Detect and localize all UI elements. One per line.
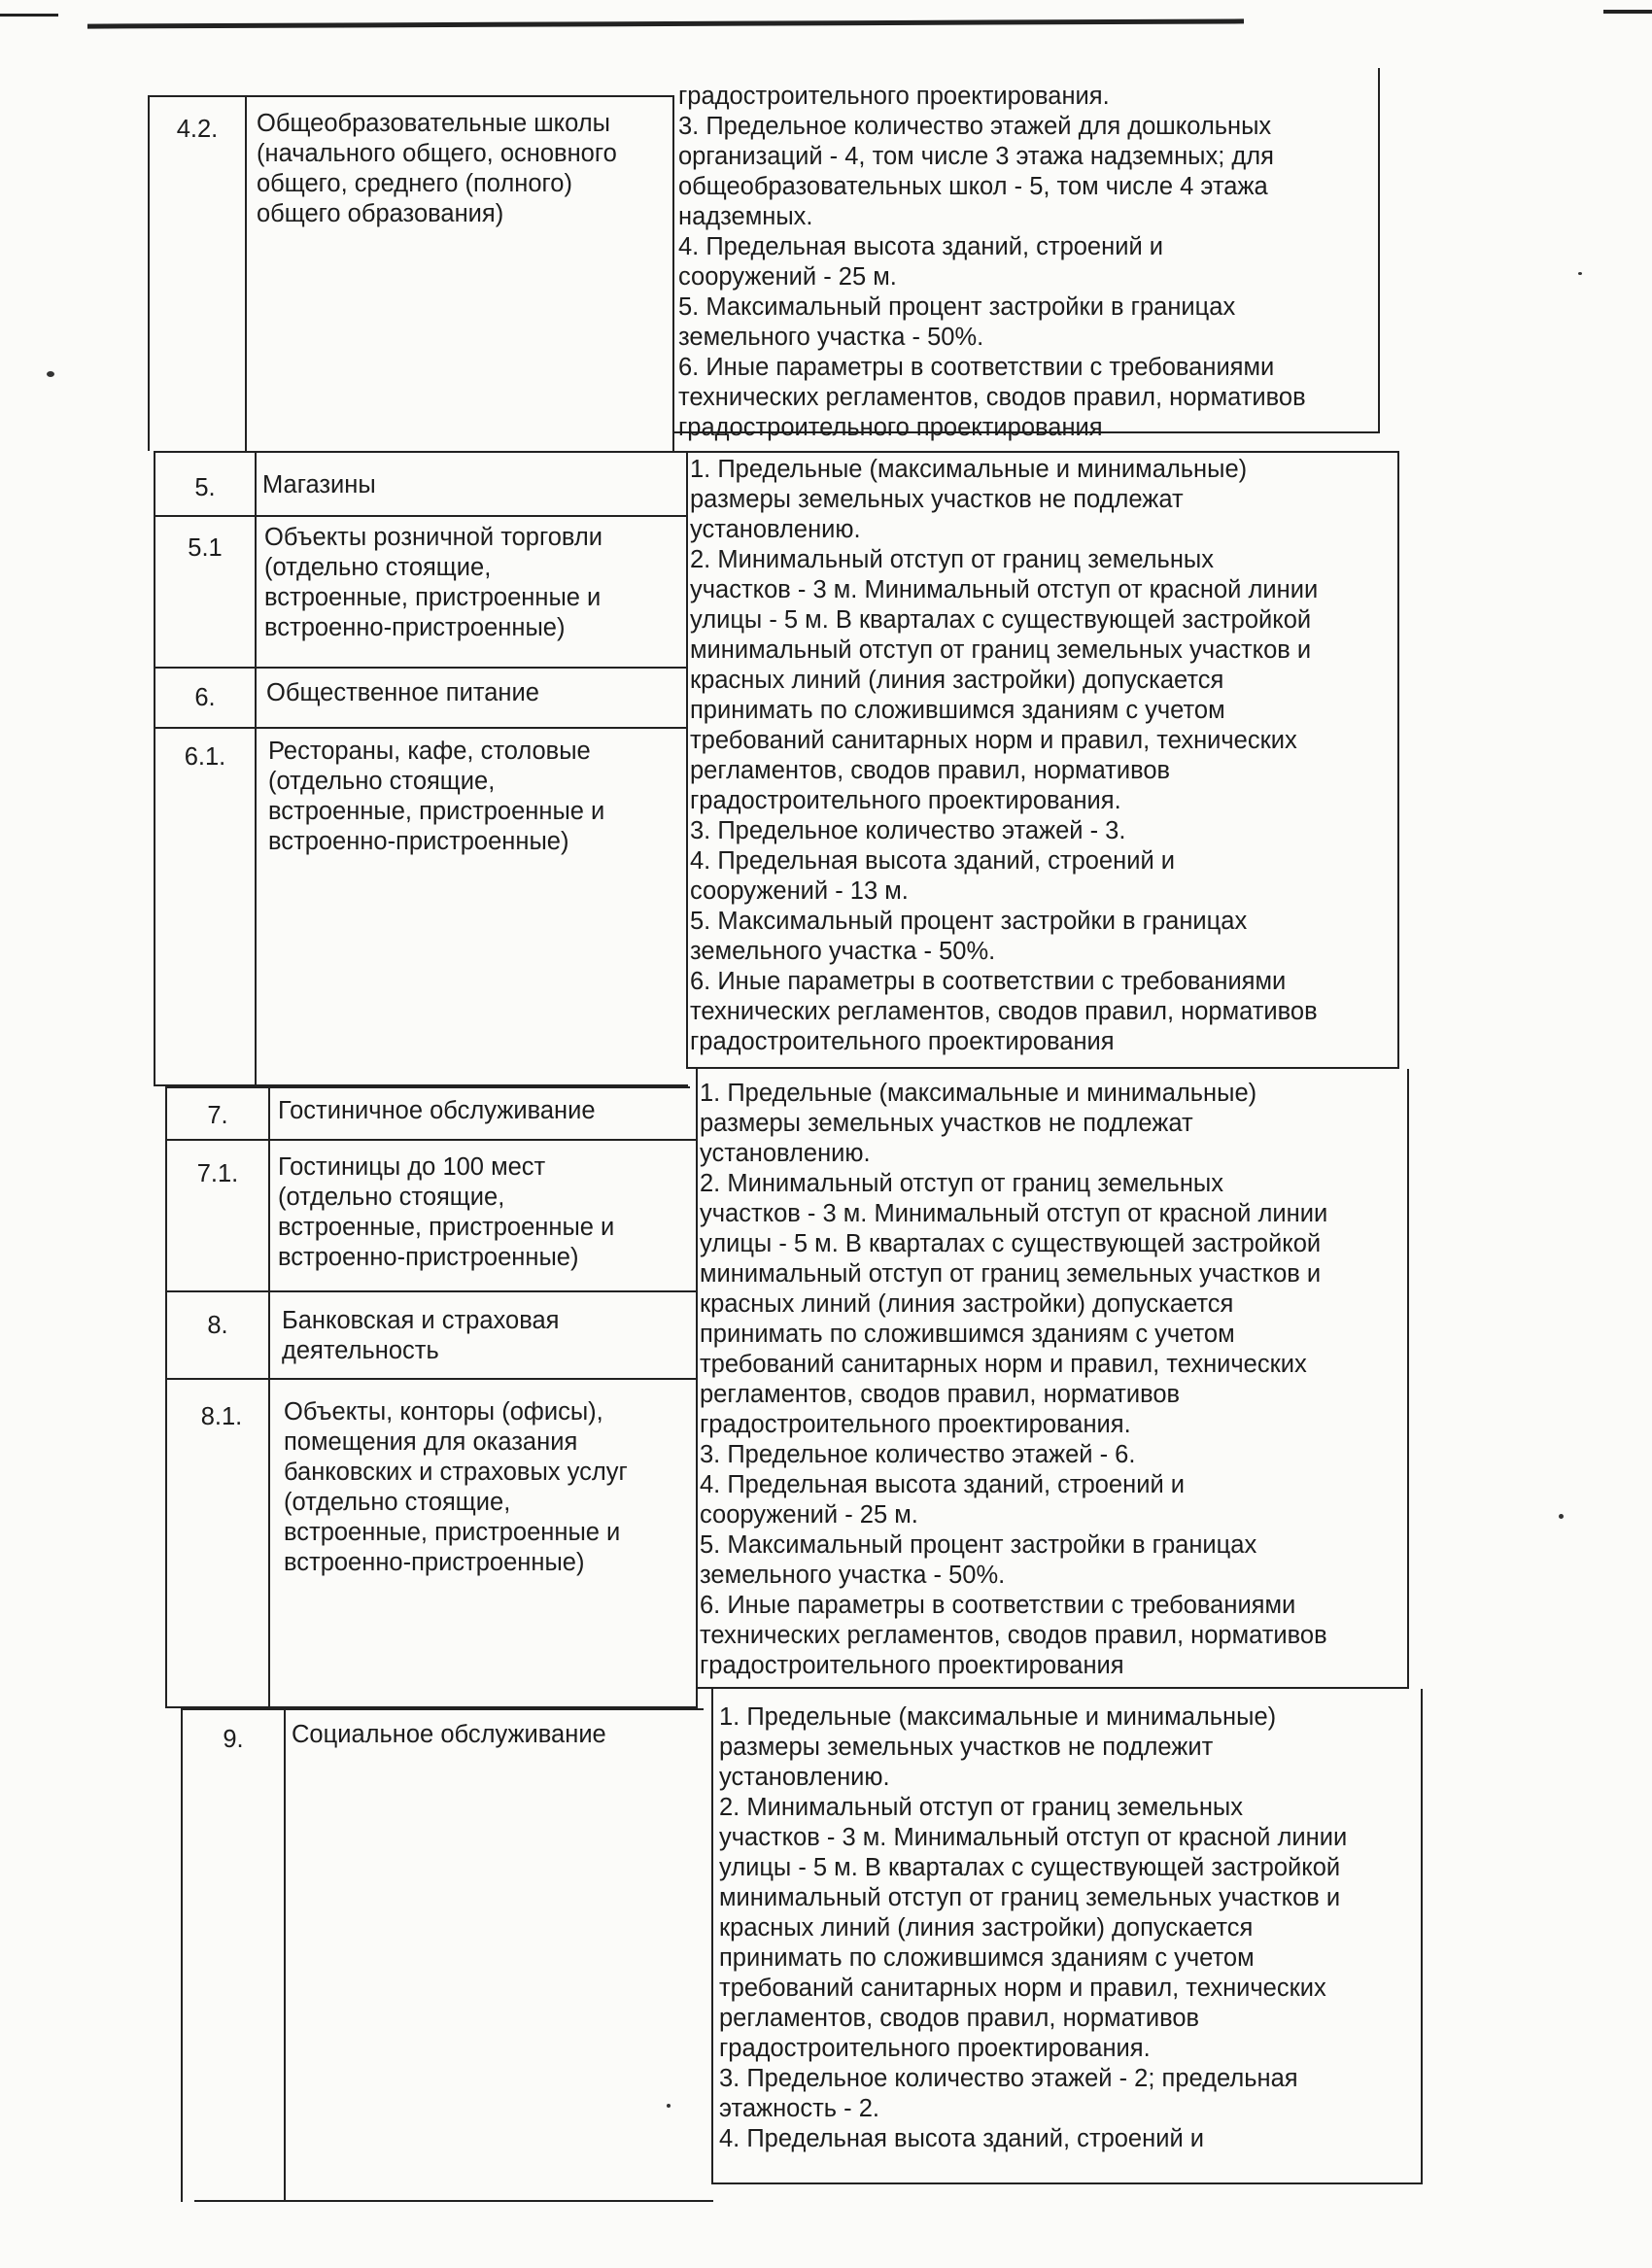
row-number: 8.1. — [200, 1403, 243, 1430]
table-border — [194, 2200, 713, 2202]
table-border — [165, 1086, 690, 1088]
table-border — [1397, 451, 1399, 1069]
row-parameters: градостроительного проектирования. 3. Предельное количество этажей для дошкольных организаций - 4, том числе 3 этажа надземных; для общеобразовательных школ - 5, том числе 4 этажа надземных. 4. Предельная высота зданий, строений и сооружений - 25 м. 5. Максимальный процент застройки в границах земельного участка - 50%. 6. Иные параметры в соответствии с требованиями технических регламентов, сводов правил, нормативов градостроительного проектирования — [678, 83, 1306, 441]
row-name: Гостиничное обслуживание — [278, 1097, 596, 1124]
row-number: 6. — [194, 684, 216, 711]
row-parameters: 1. Предельные (максимальные и минимальные) размеры земельных участков не подлежат установлению. 2. Минимальный отступ от границ земельных участков - 3 м. Минимальный отступ от красной линии улицы - 5 м. В кварталах с существующей застройкой минимальный отступ от границ земельных участков и красных линий (линия застройки) допускается принимать по сложившимся зданиям с учетом требований санитарных норм и правил, технических регламентов, сводов правил, нормативов градостроительного проектирования. 3. Предельное количество этажей - 6. 4. Предельная высота зданий, строений и сооружений - 25 м. 5. Максимальный процент застройки в границах земельного участка - 50%. 6. Иные параметры в соответствии с требованиями технических регламентов, сводов правил, нормативов градостроительного проектирования — [700, 1080, 1328, 1679]
row-name: Социальное обслуживание — [292, 1721, 606, 1748]
row-name: Рестораны, кафе, столовые (отдельно стоящие, встроенные, пристроенные и встроенно-пристроенные) — [268, 738, 605, 855]
row-name: Гостиницы до 100 мест (отдельно стоящие, встроенные, пристроенные и встроенно-пристроенные) — [278, 1153, 615, 1271]
scan-speck — [1578, 272, 1582, 275]
table-border — [284, 1708, 286, 2202]
table-border — [154, 515, 686, 517]
table-border — [154, 451, 1399, 453]
table-border — [181, 1708, 183, 2202]
row-number: 5. — [194, 474, 216, 501]
table-border — [148, 95, 150, 451]
table-border — [686, 1067, 1399, 1069]
row-parameters: 1. Предельные (максимальные и минимальные) размеры земельных участков не подлежит установлению. 2. Минимальный отступ от границ земельных участков - 3 м. Минимальный отступ от красной линии улицы - 5 м. В кварталах с существующей застройкой минимальный отступ от границ земельных участков и красных линий (линия застройки) допускается принимать по сложившимся зданиям с учетом требований санитарных норм и правил, технических регламентов, сводов правил, нормативов градостроительного проектирования. 3. Предельное количество этажей - 2; предельная этажность - 2. 4. Предельная высота зданий, строений и — [719, 1703, 1348, 2152]
row-number: 7.1. — [196, 1160, 239, 1187]
table-border — [711, 1689, 713, 2184]
table-border — [181, 1708, 704, 1710]
row-number: 7. — [207, 1102, 228, 1129]
scan-artifact — [1603, 10, 1652, 14]
table-border — [154, 727, 686, 729]
table-border — [1378, 68, 1380, 433]
row-name: Общественное питание — [266, 679, 539, 706]
scan-artifact — [0, 14, 58, 17]
table-border — [696, 1069, 698, 1708]
row-number: 5.1 — [188, 534, 223, 562]
table-border — [268, 1086, 270, 1708]
table-border — [165, 1086, 167, 1708]
row-name: Общеобразовательные школы (начального общего, основного общего, среднего (полного) общего образования) — [257, 110, 617, 227]
table-border — [165, 1290, 696, 1292]
row-name: Объекты, конторы (офисы), помещения для оказания банковских и страховых услуг (отдельно стоящие, встроенные, пристроенные и встроенно-пристроенные) — [284, 1398, 628, 1576]
table-border — [154, 451, 155, 1086]
table-border — [165, 1139, 696, 1141]
scan-speck — [47, 371, 54, 377]
row-number: 4.2. — [176, 116, 219, 143]
scan-speck — [667, 2104, 671, 2108]
row-number: 9. — [223, 1726, 244, 1753]
table-border — [255, 451, 257, 1086]
table-border — [1421, 1689, 1423, 2182]
table-border — [165, 1378, 696, 1380]
table-border — [1407, 1069, 1409, 1687]
row-name: Магазины — [262, 471, 376, 498]
row-number: 8. — [207, 1312, 228, 1339]
row-number: 6.1. — [184, 743, 226, 771]
row-name: Банковская и страховая деятельность — [282, 1307, 560, 1364]
scan-artifact — [87, 18, 1244, 28]
table-border — [245, 95, 247, 451]
row-parameters: 1. Предельные (максимальные и минимальные) размеры земельных участков не подлежат установлению. 2. Минимальный отступ от границ земельных участков - 3 м. Минимальный отступ от красной линии улицы - 5 м. В кварталах с существующей застройкой минимальный отступ от границ земельных участков и красных линий (линия застройки) допускается принимать по сложившимся зданиям с учетом требований санитарных норм и правил, технических регламентов, сводов правил, нормативов градостроительного проектирования. 3. Предельное количество этажей - 3. 4. Предельная высота зданий, строений и сооружений - 13 м. 5. Максимальный процент застройки в границах земельного участка - 50%. 6. Иные параметры в соответствии с требованиями технических регламентов, сводов правил, нормативов градостроительного проектирования — [690, 456, 1319, 1055]
table-border — [686, 451, 688, 1069]
scan-speck — [1559, 1514, 1564, 1519]
table-border — [154, 667, 686, 669]
table-border — [696, 1687, 1409, 1689]
table-border — [672, 95, 674, 451]
row-name: Объекты розничной торговли (отдельно стоящие, встроенные, пристроенные и встроенно-пристроенные) — [264, 524, 602, 641]
table-border — [711, 2182, 1423, 2184]
table-border — [148, 95, 672, 97]
